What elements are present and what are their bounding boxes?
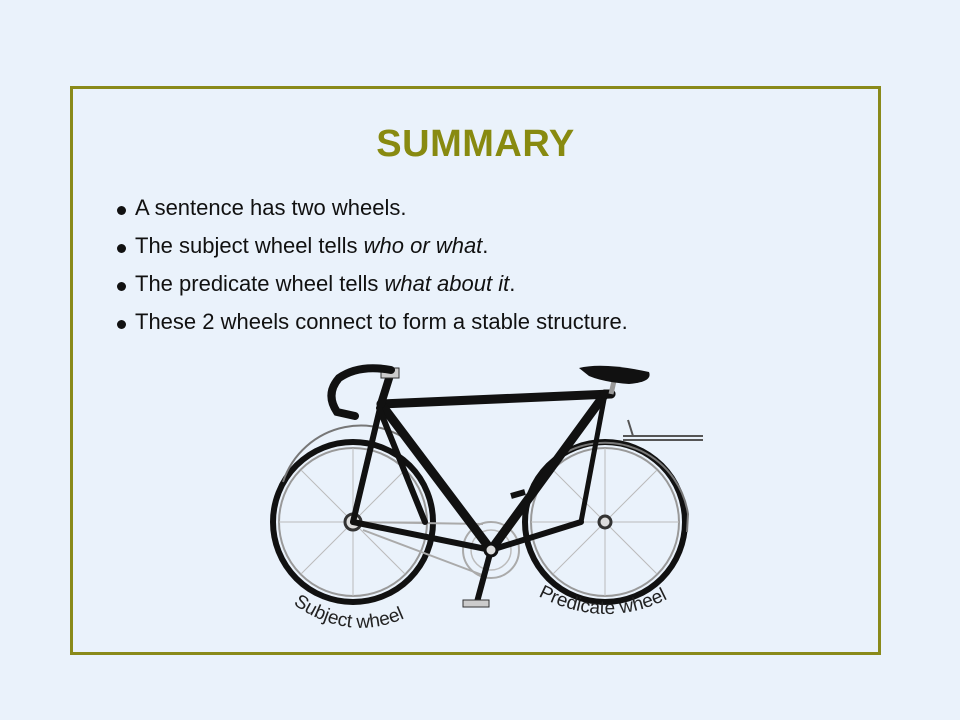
predicate-wheel-label-path: Predicate wheel xyxy=(535,581,671,620)
bullet-text: The subject wheel tells xyxy=(135,233,364,258)
bullet-item xyxy=(117,309,628,347)
page-title: SUMMARY xyxy=(376,123,575,165)
bullet-item xyxy=(117,233,628,271)
rack xyxy=(623,420,703,440)
bullet-suffix: . xyxy=(482,233,489,258)
bullet-text: These 2 wheels connect to form a stable structure. xyxy=(135,309,628,334)
bullet-dot-icon xyxy=(117,244,126,253)
bullet-emphasis: what about it xyxy=(384,271,510,296)
subject-wheel-label-path: Subject wheel xyxy=(290,590,407,633)
bullet-text: A sentence has two wheels. xyxy=(135,195,407,220)
bullet-dot-icon xyxy=(117,282,126,291)
seat xyxy=(579,366,650,394)
bullet-list xyxy=(117,195,628,347)
bullet-emphasis: who or what xyxy=(363,233,483,258)
bullet-item xyxy=(117,195,628,233)
bullet-dot-icon xyxy=(117,320,126,329)
bullet-item xyxy=(117,271,628,309)
bicycle-illustration xyxy=(263,364,703,644)
bullet-suffix: . xyxy=(509,271,516,296)
bullet-dot-icon xyxy=(117,206,126,215)
subject-wheel-label xyxy=(290,591,406,633)
summary-frame xyxy=(70,86,881,655)
bullet-text: The predicate wheel tells xyxy=(135,271,385,296)
